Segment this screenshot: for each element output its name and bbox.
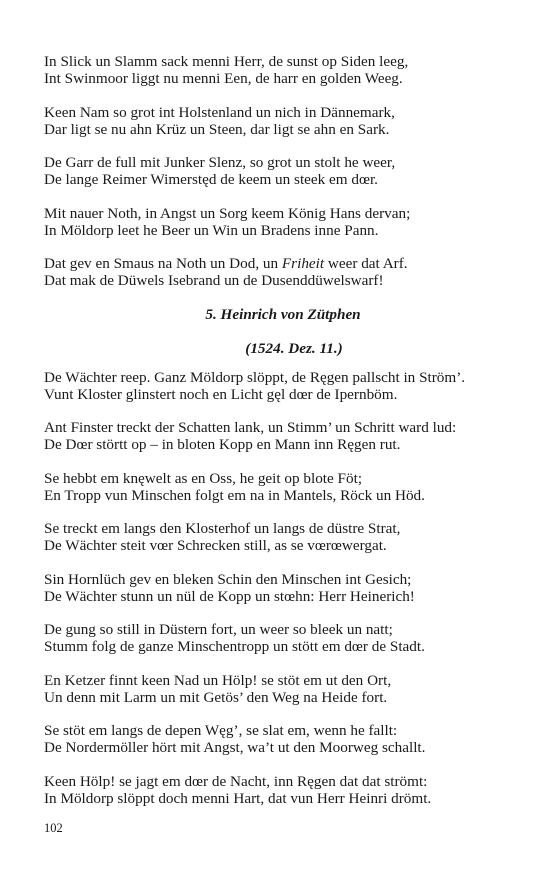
stanza-7 (44, 419, 514, 453)
verse-line: Sin Hornlüch gev en bleken Schin den Minschen int Gesich; (44, 570, 412, 588)
verse-line: Mit nauer Noth, in Angst un Sorg keem König Hans dervan; (44, 204, 411, 222)
verse-line: De Nordermöller hört mit Angst, wa’t ut den Moorweg schallt. (44, 739, 426, 756)
stanza-11 (44, 621, 514, 655)
verse-line: De Garr de full mit Junker Slenz, so grot un stolt he weer, (44, 154, 396, 171)
verse-line: In Möldorp slöppt doch menni Hart, dat vun Herr Heinri drömt. (44, 789, 432, 807)
stanza-10 (44, 571, 514, 605)
verse-line: Keen Nam so grot int Holstenland un nich in Dännemark, (44, 103, 395, 121)
stanza-6 (44, 369, 514, 403)
verse-line: Int Swinmoor liggt nu menni Een, de harr en golden Weeg. (44, 70, 403, 87)
stanza-8 (44, 470, 514, 504)
page-body (44, 53, 514, 823)
verse-line: En Ketzer finnt keen Nad un Hölp! se stöt em ut den Ort, (44, 671, 392, 689)
verse-line: En Tropp vun Minschen folgt em na in Mantels, Röck un Höd. (44, 486, 425, 504)
verse-text: Dat gev en Smaus na Noth un Dod, un (44, 255, 282, 272)
verse-line: Un denn mit Larm un mit Getös’ den Weg na Heide fort. (44, 688, 388, 706)
verse-line: De gung so still in Düstern fort, un weer so bleek un natt; (44, 621, 393, 638)
verse-line: De Wächter stunn un nül de Kopp un stœhn: Herr Heinerich! (44, 587, 415, 605)
verse-line: De lange Reimer Wimerstęd de keem un steek em dœr. (44, 171, 378, 188)
verse-line: Se hebbt em knęwelt as en Oss, he geit op blote Föt; (44, 469, 363, 487)
stanza-9 (44, 520, 514, 554)
verse-line: Dat mak de Düwels Isebrand un de Dusenddüwelswarf! (44, 272, 384, 289)
verse-line: Stumm folg de ganze Minschentropp un stött em dœr de Stadt. (44, 638, 425, 655)
poem-date: (1524. Dez. 11.) (245, 339, 343, 357)
verse-line: Ant Finster treckt der Schatten lank, un Stimm’ un Schritt ward lud: (44, 419, 457, 436)
verse-line: Dar ligt se nu ahn Krüz un Steen, dar ligt se ahn en Sark. (44, 120, 390, 138)
stanza-1 (44, 53, 514, 87)
verse-text: weer dat Arf. (324, 255, 408, 272)
verse-line: Se stöt em langs de depen Węg’, se slat em, wenn he fallt: (44, 722, 398, 739)
stanza-12 (44, 672, 514, 706)
stanza-4 (44, 205, 514, 239)
verse-line: De Dœr störtt op – in bloten Kopp en Mann inn Ręgen rut. (44, 436, 401, 453)
verse-line: De Wächter steit vœr Schrecken still, as se vœrœwergat. (44, 537, 387, 554)
stanza-14 (44, 773, 514, 807)
poem-title: 5. Heinrich von Zütphen (205, 305, 361, 323)
stanza-13 (44, 722, 514, 756)
verse-line (44, 255, 514, 272)
stanza-3 (44, 154, 514, 188)
verse-line: Se treckt em langs den Klosterhof un langs de düstre Strat, (44, 520, 401, 537)
stanza-5 (44, 255, 514, 289)
verse-line: In Slick un Slamm sack menni Herr, de sunst op Siden leeg, (44, 53, 409, 70)
verse-line: De Wächter reep. Ganz Möldorp slöppt, de Ręgen pallscht in Ström’. (44, 368, 466, 386)
verse-line: In Möldorp leet he Beer un Win un Bradens inne Pann. (44, 221, 379, 239)
verse-line: Vunt Kloster glinstert noch en Licht gęl dœr de Ipernböm. (44, 385, 398, 403)
verse-line: Keen Hölp! se jagt em dœr de Nacht, inn Ręgen dat dat strömt: (44, 772, 428, 790)
page-number: 102 (44, 821, 63, 835)
emphasis-friheit: Friheit (281, 255, 325, 272)
stanza-2 (44, 104, 514, 138)
